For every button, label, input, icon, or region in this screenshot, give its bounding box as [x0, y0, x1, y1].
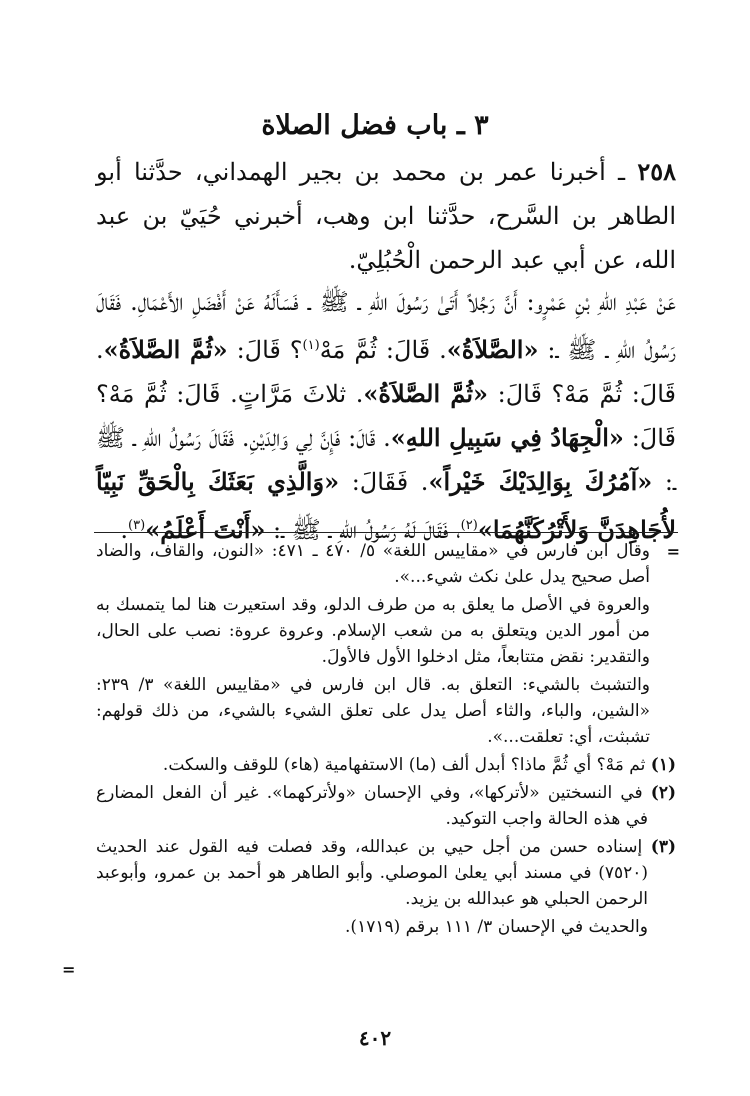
footnote-text: في النسختين «لأتركها»، وفي الإحسان «ولأتركهما». غير أن الفعل المضارع في هذه الحالة واجب التوكيد. — [96, 783, 648, 829]
man-quote: «وَالَّذِي بَعَثَكَ بِالْحَقِّ نَبِيّاً لأُجَاهِدَنَّ وَلأَتْرُكَنَّهُمَا» — [96, 467, 676, 544]
matn-segment: . قَالَ: ثُمَّ مَهْ؟ قَالَ: — [96, 336, 676, 408]
matn-segment: ، فَقَالَ لَهُ رَسُولُ اللهِ ـ ﷺ ـ: — [265, 516, 461, 544]
chapter-title: ٣ ـ باب فضل الصلاة — [261, 110, 489, 141]
prophet-quote: «ثُمَّ الصَّلاَةُ» — [103, 335, 228, 364]
matn-paragraph — [96, 280, 676, 552]
footnote-1 — [96, 752, 676, 778]
matn-segment: . قَالَ: فَإِنَّ لِي وَالِدَيْنِ. فَقَالَ رَسُولُ اللهِ ـ ﷺ ـ: — [96, 424, 676, 496]
hadith-matn — [96, 280, 676, 552]
footnotes — [96, 538, 676, 942]
footnote-ref-2: (٢) — [460, 518, 478, 533]
prophet-quote: «ثُمَّ الصَّلاَةُ» — [363, 379, 489, 408]
matn-segment: . — [120, 516, 129, 544]
prophet-quote: «آمُرُكَ بِوَالِدَيْكَ خَيْراً» — [428, 467, 653, 496]
prophet-quote: «الْجِهَادُ فِي سَبِيلِ اللهِ» — [390, 423, 624, 452]
footnote-ref-1: (١) — [302, 338, 320, 353]
matn-segment: . ثلاثَ مَرَّاتٍ. قَالَ: ثُمَّ مَهْ؟ قَالَ: — [96, 380, 677, 452]
footnote-ref-3: (٣) — [128, 518, 146, 533]
footnote-number: (٢) — [650, 783, 677, 803]
prev-note-paragraph: وقال ابن فارس في «مقاييس اللغة» ٥/ ٤٧٠ ـ ٤٧١: «النون، والقاف، والضاد أصل صحيح يدل علىٰ نكث شيء...». — [96, 541, 650, 587]
isnad-paragraph — [96, 150, 676, 282]
continuation-mark-bottom: = — [62, 960, 76, 979]
hadith-isnad — [96, 150, 676, 282]
footnote-2 — [96, 780, 676, 832]
footnote-text: ثم مَهْ؟ أي ثُمَّ ماذا؟ أبدل ألف (ما) الاستفهامية (هاء) للوقف والسكت. — [162, 755, 646, 775]
hadith-number: ٢٥٨ — [637, 157, 676, 186]
footnote-number: (٣) — [650, 837, 677, 857]
prophet-quote: «الصَّلاَةُ» — [446, 335, 539, 364]
page-number: ٤٠٢ — [358, 1026, 392, 1050]
matn-segment: . قَالَ: ثُمَّ مَهْ — [319, 336, 447, 364]
footnote-number: (١) — [650, 755, 676, 775]
footnote-3-continued: والحديث في الإحسان ٣/ ١١١ برقم (١٧١٩). — [345, 917, 648, 937]
footnote-separator — [94, 532, 678, 533]
isnad-text: ـ أخبرنا عمر بن محمد بن بجير الهمداني، حدَّثنا أبو الطاهر بن السَّرح، حدَّثنا ابن وهب، أخبرني حُيَيّ بن عبد الله، عن أبي عبد الرحمن الْحُبُلِيّ. — [96, 158, 676, 274]
matn-segment: ؟ قَالَ: — [227, 336, 303, 364]
footnote-3 — [96, 834, 676, 912]
matn-segment: . فَقَالَ: — [339, 468, 429, 496]
footnote-text: إسناده حسن من أجل حيي بن عبدالله، وقد فصلت فيه القول عند الحديث (٧٥٢٠) في مسند أبي يعلىٰ الموصلي. وأبو الطاهر هو أحمد بن عمرو، وأبوعبد الرحمن الحبلي هو عبدالله بن يزيد. — [96, 837, 648, 909]
prev-note-paragraph: والتشبث بالشيء: التعلق به. قال ابن فارس في «مقاييس اللغة» ٣/ ٢٣٩: «الشين، والباء، والثاء أصل يدل على تعلق الشيء بالشيء، من ذلك قولهم: تشبثت، أي: تعلقت...». — [96, 675, 650, 747]
continuation-mark-top: = — [666, 542, 680, 561]
prophet-quote: «أَنْتَ أَعْلَمُ» — [145, 515, 266, 544]
prev-note-paragraph: والعروة في الأصل ما يعلق به من طرف الدلو، وقد استعيرت هنا لما يتمسك به من أمور الدين ويتعلق به من شعب الإسلام. وعروة عروة: نصب على الحال، والتقدير: نقض متتابعاً، مثل ادخلوا الأول فالأولَ. — [96, 595, 650, 667]
matn-segment: عَنْ عَبْدِ اللهِ بْنِ عَمْرٍو: أَنَّ رَجُلاً أَتَىٰ رَسُولَ اللهِ ـ ﷺ ـ فَسَأَلَهُ عَنْ أَفْضَلِ الأَعْمَالِ. فَقَالَ رَسُولُ اللهِ ـ ﷺ ـ: — [96, 288, 676, 364]
